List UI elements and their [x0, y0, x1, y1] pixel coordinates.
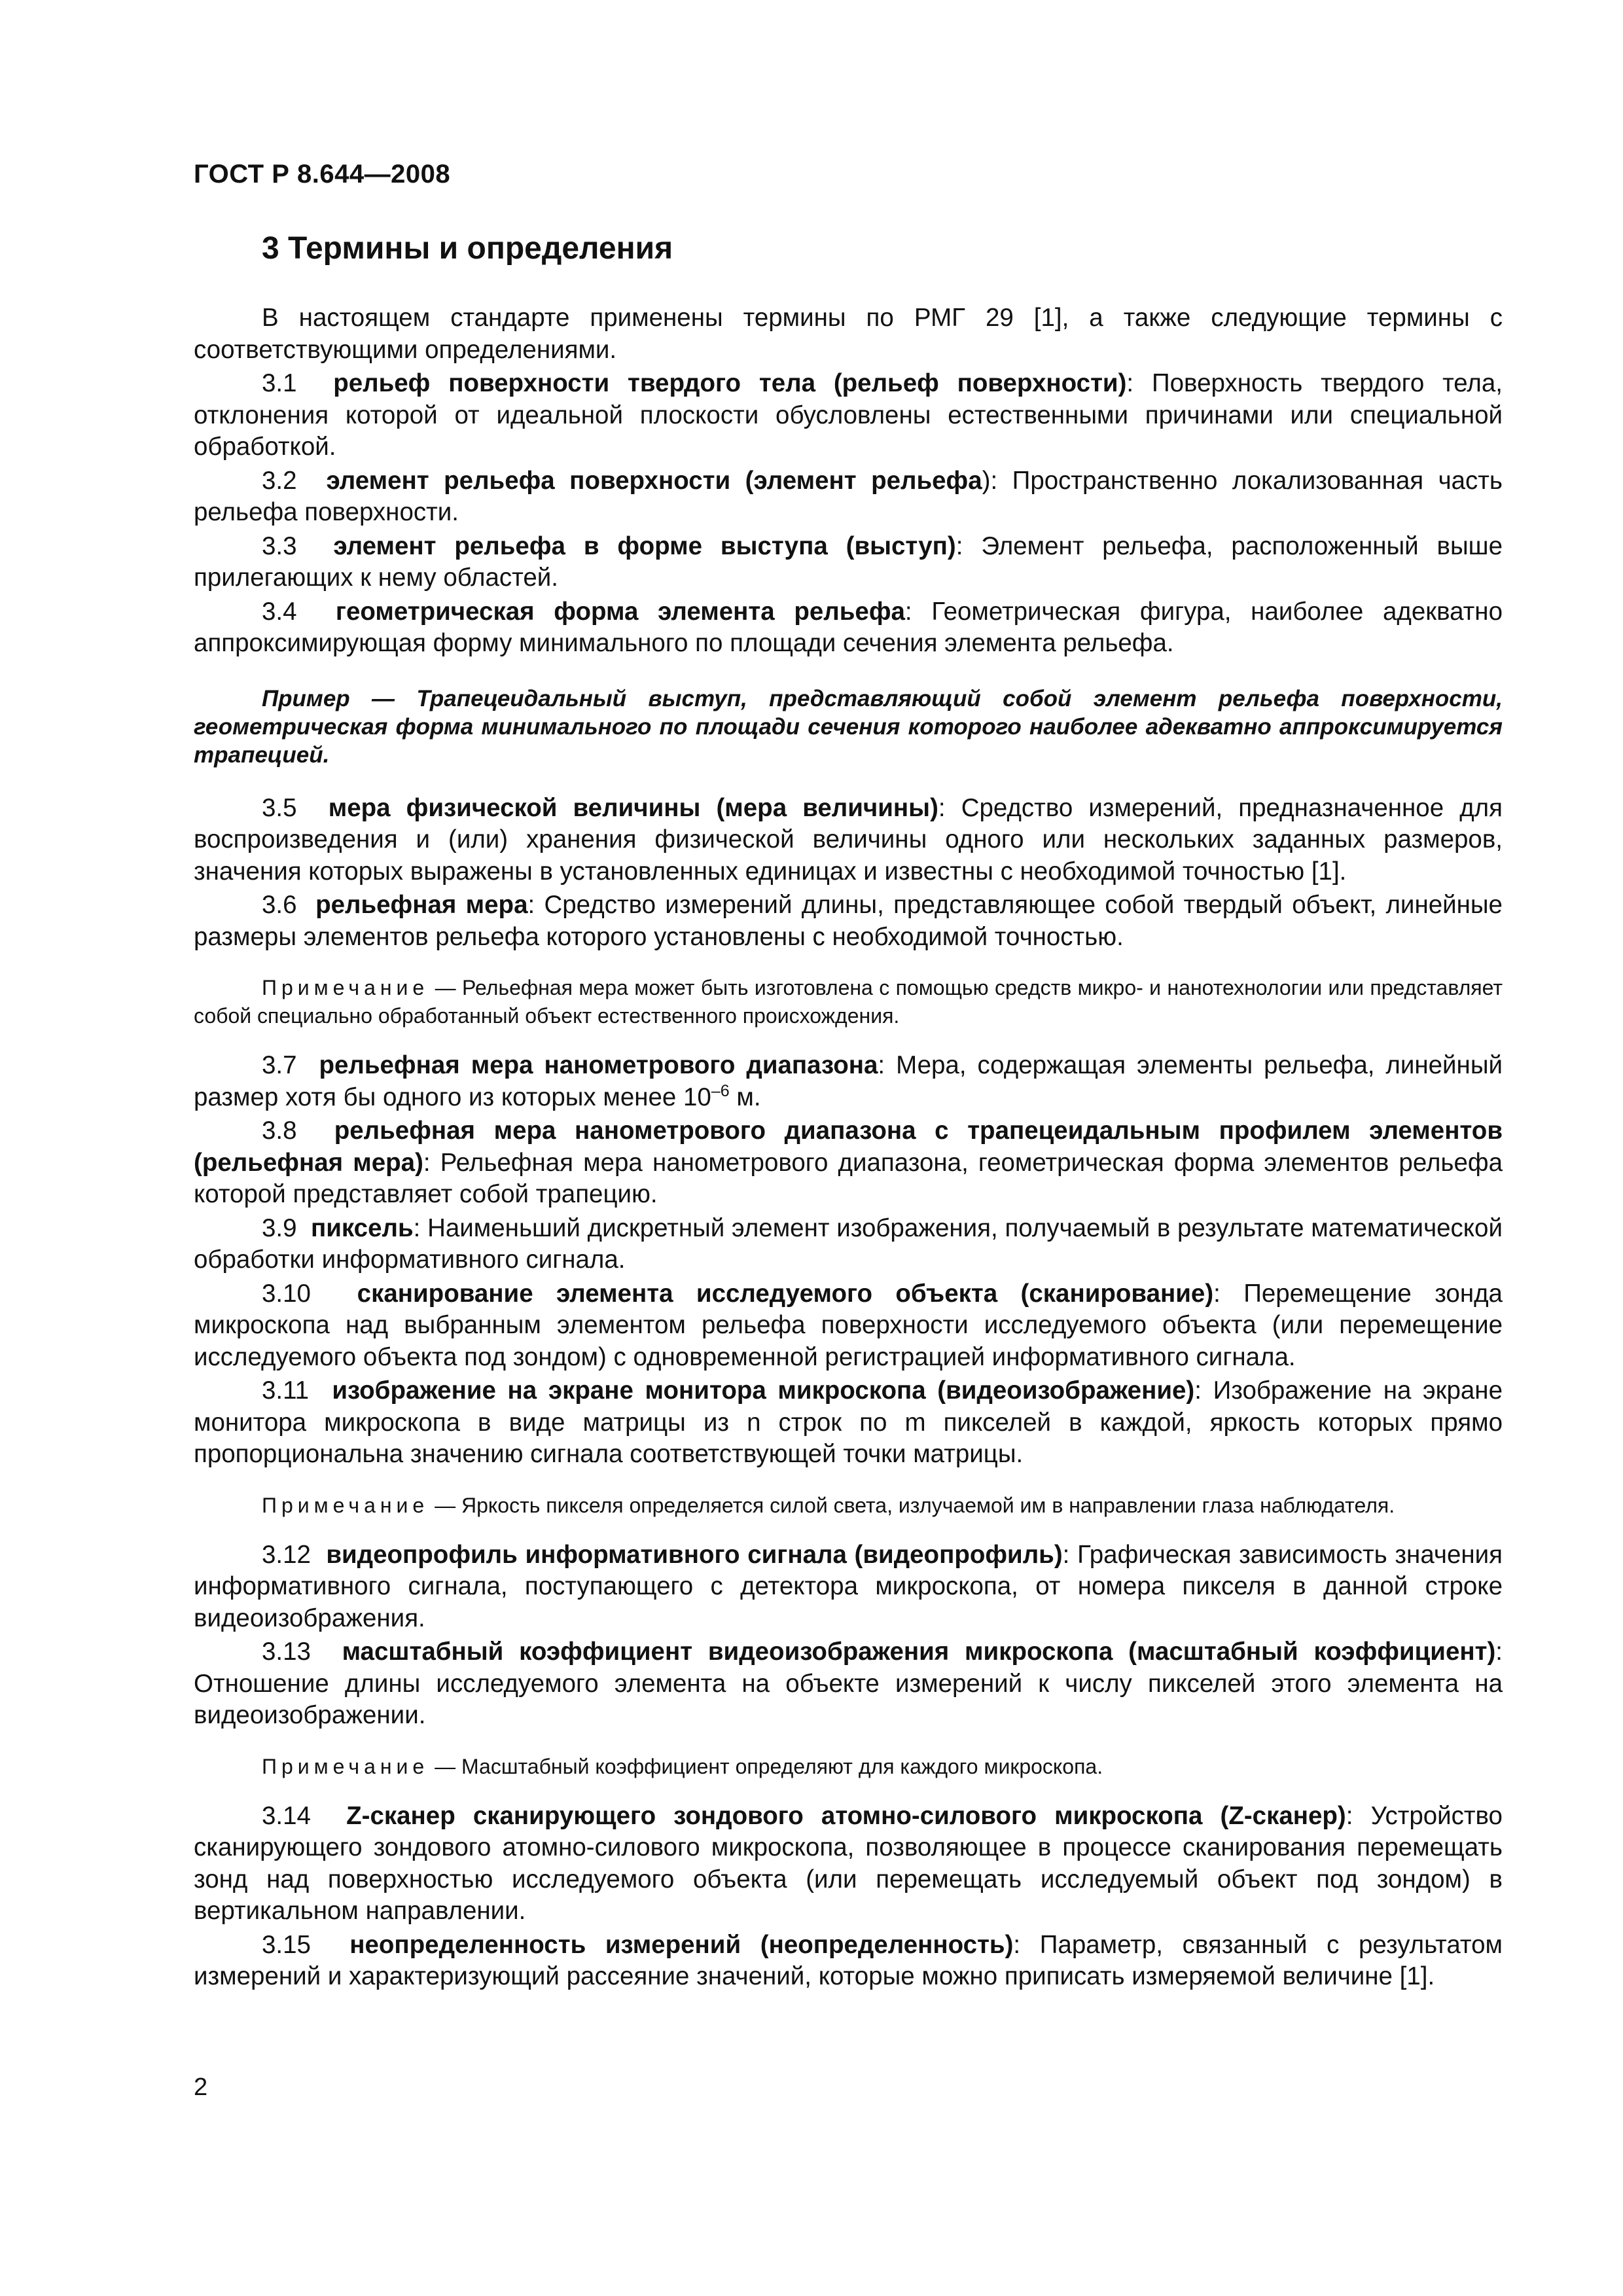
- term-name: Z-сканер сканирующего зондового атомно-силового микроскопа (Z-сканер): [346, 1801, 1346, 1830]
- term-definition: Поверхность твердого тела, отклонения которой от идеальной плоскости обусловлены естественными причинами или специальной обработкой.: [194, 369, 1503, 461]
- term-name: элемент рельефа поверхности (элемент рельефа: [326, 466, 982, 495]
- note-label: Примечание: [262, 1493, 429, 1517]
- term-3-13: 3.13 масштабный коэффициент видеоизображения микроскопа (масштабный коэффициент): Отношение длины исследуемого элемента на объекте измерений к числу пикселей этого элемента на видеоизображении.: [194, 1638, 1503, 1729]
- example-block: Пример — Трапецеидальный выступ, представляющий собой элемент рельефа поверхности, геометрическая форма минимального по площади сечения которого наиболее адекватно аппроксимируется трапецией.: [194, 685, 1503, 768]
- term-definition: Средство измерений длины, представляющее собой твердый объект, линейные размеры элементов рельефа которого установлены с необходимой точностью.: [194, 891, 1503, 951]
- note-1: [194, 974, 1503, 1030]
- term-definition: Мера, содержащая элементы рельефа, линейный размер хотя бы одного из которых менее 10: [194, 1051, 1503, 1111]
- term-3-8: 3.8 рельефная мера нанометрового диапазона с трапецеидальным профилем элементов (рельефная мера): Рельефная мера нанометрового диапазона, геометрическая форма элементов рельефа которой представляет собой трапецию.: [194, 1117, 1503, 1208]
- term-definition: Наименьший дискретный элемент изображения, получаемый в результате математической обработки информативного сигнала.: [194, 1213, 1503, 1274]
- term-3-9: 3.9 пиксель: Наименьший дискретный элемент изображения, получаемый в результате математической обработки информативного сигнала.: [194, 1213, 1503, 1274]
- term-definition: Изображение на экране монитора микроскопа в виде матрицы из n строк по m пикселей в каждой, яркость которых прямо пропорциональна значению сигнала соответствующей точки матрицы.: [194, 1376, 1503, 1468]
- term-name: геометрическая форма элемента рельефа: [335, 597, 905, 626]
- term-name: элемент рельефа в форме выступа (выступ): [333, 531, 956, 560]
- term-definition: Средство измерений, предназначенное для воспроизведения и (или) хранения физической величины одного или нескольких заданных размеров, значения которых выражены в установленных единицах и известны с необходимой точностью [1].: [194, 793, 1503, 886]
- term-definition: Пространственно локализованная часть рельефа поверхности.: [194, 466, 1503, 526]
- term-definition: Параметр, связанный с результатом измерений и характеризующий рассеяние значений, которые можно приписать измеряемой величине [1].: [194, 1930, 1503, 1990]
- note-2: [194, 1492, 1503, 1520]
- term-3-4: 3.4 геометрическая форма элемента рельефа: Геометрическая фигура, наиболее адекватно аппроксимирующая форму минимального по площади сечения элемента рельефа.: [194, 597, 1503, 657]
- term-definition: Рельефная мера нанометрового диапазона, геометрическая форма элементов рельефа которой представляет собой трапецию.: [194, 1148, 1503, 1208]
- term-3-6: 3.6 рельефная мера: Средство измерений длины, представляющее собой твердый объект, линейные размеры элементов рельефа которого установлены с необходимой точностью.: [194, 891, 1503, 951]
- intro-paragraph: В настоящем стандарте применены термины по РМГ 29 [1], а также следующие термины с соответствующими определениями.: [194, 304, 1503, 364]
- term-name: пиксель: [311, 1213, 414, 1242]
- note-text: — Масштабный коэффициент определяют для каждого микроскопа.: [435, 1754, 1103, 1778]
- term-3-15: 3.15 неопределенность измерений (неопределенность): Параметр, связанный с результатом измерений и характеризующий рассеяние значений, которые можно приписать измеряемой величине [1].: [194, 1930, 1503, 1990]
- standard-header: ГОСТ Р 8.644—2008: [194, 160, 451, 188]
- term-definition: Элемент рельефа, расположенный выше прилегающих к нему областей.: [194, 531, 1503, 592]
- term-name: мера физической величины (мера величины): [328, 793, 938, 822]
- term-name: масштабный коэффициент видеоизображения микроскопа (масштабный коэффициент): [342, 1638, 1496, 1666]
- exponent: –6: [711, 1081, 730, 1100]
- note-3: [194, 1753, 1503, 1781]
- term-name: неопределенность измерений (неопределенность): [349, 1930, 1014, 1959]
- term-definition: Устройство сканирующего зондового атомно-силового микроскопа, позволяющее в процессе сканирования перемещать зонд над поверхностью исследуемого объекта (или перемещать исследуемый объект под зондом) в вертикальном направлении.: [194, 1801, 1503, 1925]
- term-name: видеопрофиль информативного сигнала (видеопрофиль): [326, 1540, 1063, 1569]
- term-3-11: 3.11 изображение на экране монитора микроскопа (видеоизображение): Изображение на экране монитора микроскопа в виде матрицы из n строк по m пикселей в каждой, яркость которых прямо пропорциональна значению сигнала соответствующей точки матрицы.: [194, 1376, 1503, 1468]
- page-number: 2: [194, 2073, 208, 2101]
- term-3-2: 3.2 элемент рельефа поверхности (элемент рельефа): Пространственно локализованная часть рельефа поверхности.: [194, 466, 1503, 526]
- note-label: Примечание: [262, 976, 429, 999]
- term-3-7: 3.7 рельефная мера нанометрового диапазона: Мера, содержащая элементы рельефа, линейный размер хотя бы одного из которых менее $10^{-6}$ м.: [194, 1051, 1503, 1111]
- term-name: рельефная мера нанометрового диапазона: [319, 1051, 878, 1079]
- term-name: рельефная мера нанометрового диапазона с трапецеидальным профилем элементов (рельефная мера): [194, 1117, 1503, 1177]
- term-name: рельеф поверхности твердого тела (рельеф поверхности): [333, 369, 1127, 397]
- term-definition: Графическая зависимость значения информативного сигнала, поступающего с детектора микроскопа, от номера пикселя в данной строке видеоизображения.: [194, 1540, 1503, 1632]
- term-3-14: 3.14 Z-сканер сканирующего зондового атомно-силового микроскопа (Z-сканер): Устройство сканирующего зондового атомно-силового микроскопа, позволяющее в процессе сканирования перемещать зонд над поверхностью исследуемого объекта (или перемещать исследуемый объект под зондом) в вертикальном направлении.: [194, 1801, 1503, 1925]
- term-3-1: 3.1 рельеф поверхности твердого тела (рельеф поверхности): Поверхность твердого тела, отклонения которой от идеальной плоскости обусловлены естественными причинами или специальной обработкой.: [194, 369, 1503, 461]
- term-3-12: 3.12 видеопрофиль информативного сигнала (видеопрофиль): Графическая зависимость значения информативного сигнала, поступающего с детектора микроскопа, от номера пикселя в данной строке видеоизображения.: [194, 1540, 1503, 1632]
- term-definition: Отношение длины исследуемого элемента на объекте измерений к числу пикселей этого элемента на видеоизображении.: [194, 1669, 1503, 1729]
- term-name: сканирование элемента исследуемого объекта (сканирование): [357, 1279, 1214, 1308]
- note-text: — Рельефная мера может быть изготовлена с помощью средств микро- и нанотехнологии или представляет собой специально обработанный объект естественного происхождения.: [194, 976, 1503, 1028]
- term-definition: Геометрическая фигура, наиболее адекватно аппроксимирующая форму минимального по площади сечения элемента рельефа.: [194, 597, 1503, 657]
- term-name: изображение на экране монитора микроскопа (видеоизображение): [332, 1376, 1195, 1405]
- term-name: рельефная мера: [315, 891, 528, 919]
- section-title: 3 Термины и определения: [262, 231, 673, 266]
- term-3-3: 3.3 элемент рельефа в форме выступа (выступ): Элемент рельефа, расположенный выше прилегающих к нему областей.: [194, 531, 1503, 592]
- note-text: — Яркость пикселя определяется силой света, излучаемой им в направлении глаза наблюдателя.: [435, 1493, 1395, 1517]
- note-label: Примечание: [262, 1754, 429, 1778]
- document-body: [194, 302, 1503, 1995]
- term-definition: Перемещение зонда микроскопа над выбранным элементом рельефа поверхности исследуемого объекта (или перемещение исследуемого объекта под зондом) с одновременной регистрацией информативного сигнала.: [194, 1279, 1503, 1371]
- term-3-10: 3.10 сканирование элемента исследуемого объекта (сканирование): Перемещение зонда микроскопа над выбранным элементом рельефа поверхности исследуемого объекта (или перемещение исследуемого объекта под зондом) с одновременной регистрацией информативного сигнала.: [194, 1279, 1503, 1371]
- term-3-5: 3.5 мера физической величины (мера величины): Средство измерений, предназначенное для воспроизведения и (или) хранения физической величины одного или нескольких заданных размеров, значения которых выражены в установленных единицах и известны с необходимой точностью [1].: [194, 793, 1503, 886]
